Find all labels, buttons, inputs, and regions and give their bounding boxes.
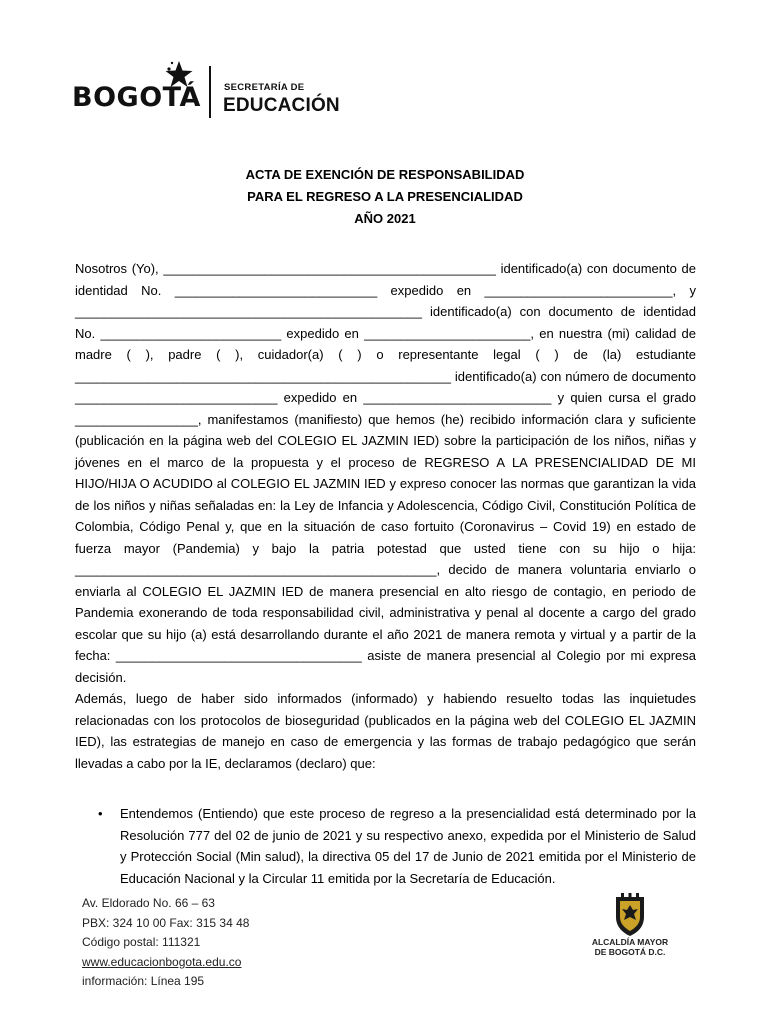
logo-divider — [209, 66, 211, 118]
coat-of-arms-icon — [613, 893, 647, 937]
crest-text-line-2: DE BOGOTÁ D.C. — [594, 947, 666, 957]
title-line-1: ACTA DE EXENCIÓN DE RESPONSABILIDAD — [245, 167, 525, 182]
footer-address: Av. Eldorado No. 66 – 63 — [82, 896, 215, 910]
crest-text-line-1: ALCALDÍA MAYOR — [591, 937, 669, 947]
footer-postal: Código postal: 111321 — [82, 935, 201, 949]
body-paragraph-2: Además, luego de haber sido informados (informado) y habiendo resuelto todas las inquietudes relacionadas con los protocolos de bioseguridad (publicados en la página web del COLEGIO EL JAZMIN IED), las estrategias de manejo en caso de emergencia y las formas de trabajo pedagógico que serán llevadas a cabo por la IE, declaramos (declaro) que: — [75, 691, 696, 771]
footer-phone: PBX: 324 10 00 Fax: 315 34 48 — [82, 915, 250, 930]
bogota-secretaria-logo — [72, 60, 342, 122]
logo-educacion-text: EDUCACIÓN — [223, 95, 340, 116]
body-paragraph-1: Nosotros (Yo), ______________________________________________ identificado(a) con documento de identidad No. ____________________________ expedido en __________________________, y ________________________________________________ identificado(a) con documento de identidad No. _________________________ expedido en _______________________, en nuestra (mi) calidad de madre ( ), padre ( ), cuidador(a) ( ) o representante legal ( ) de (la) estudiante ____________________________________________________ identificado(a) con número de documento ____________________________ expedido en __________________________ y quien cursa el grado _________________, manifestamos (manifiesto) que hemos (he) recibido información clara y suficiente (publicación en la página web del COLEGIO EL JAZMIN IED) sobre la participación de los niños, niñas y jóvenes en el marco de la propuesta y el proceso de REGRESO A LA PRESENCIALIDAD DE MI HIJO/HIJA O ACUDIDO al COLEGIO EL JAZMIN IED y expreso conocer las normas que garantizan la vida de los niños y niñas señaladas en: la Ley de Infancia y Adolescencia, Código Civil, Constitución Política de Colombia, Código Penal y, que en la situación de caso fortuito (Coronavirus – Covid 19) en estado de fuerza mayor (Pandemia) y bajo la patria potestad que usted tiene con su hijo o hija: __________________________________________________, decido de manera voluntaria enviarlo o enviarla al COLEGIO EL JAZMIN IED de manera presencial en alto riesgo de contagio, en periodo de Pandemia exonerando de toda responsabilidad civil, administrativa y penal al docente a cargo del grado escolar que su hijo (a) está desarrollando durante el año 2021 de manera remota y virtual y a partir de la fecha: __________________________________ asiste de manera presencial al Colegio por mi expresa decisión. — [75, 261, 696, 685]
title-line-3: AÑO 2021 — [354, 211, 416, 226]
logo-city-text: BOGOTÁ — [72, 82, 201, 113]
title-line-2: PARA EL REGRESO A LA PRESENCIALIDAD — [247, 189, 523, 204]
document-body — [75, 258, 696, 774]
bullet-dot: • — [98, 806, 103, 821]
star-icon — [164, 60, 194, 90]
footer-info: información: Línea 195 — [82, 974, 205, 988]
bullet-text: Entendemos (Entiendo) que este proceso de regreso a la presencialidad está determinado por la Resolución 777 del 02 de junio de 2021 y su respectivo anexo, expedida por el Ministerio de Salud y Protección Social (Min salud), la directiva 05 del 17 de Junio de 2021 emitida por el Ministerio de Educación Nacional y la Circular 11 emitida por la Secretaría de Educación. — [120, 806, 696, 886]
footer-contact — [82, 894, 249, 992]
footer-website-link[interactable]: www.educacionbogota.edu.co — [82, 954, 242, 969]
document-title — [0, 164, 770, 230]
alcaldia-crest-logo — [588, 893, 672, 973]
logo-secretaria-text: SECRETARÍA DE — [224, 82, 305, 93]
